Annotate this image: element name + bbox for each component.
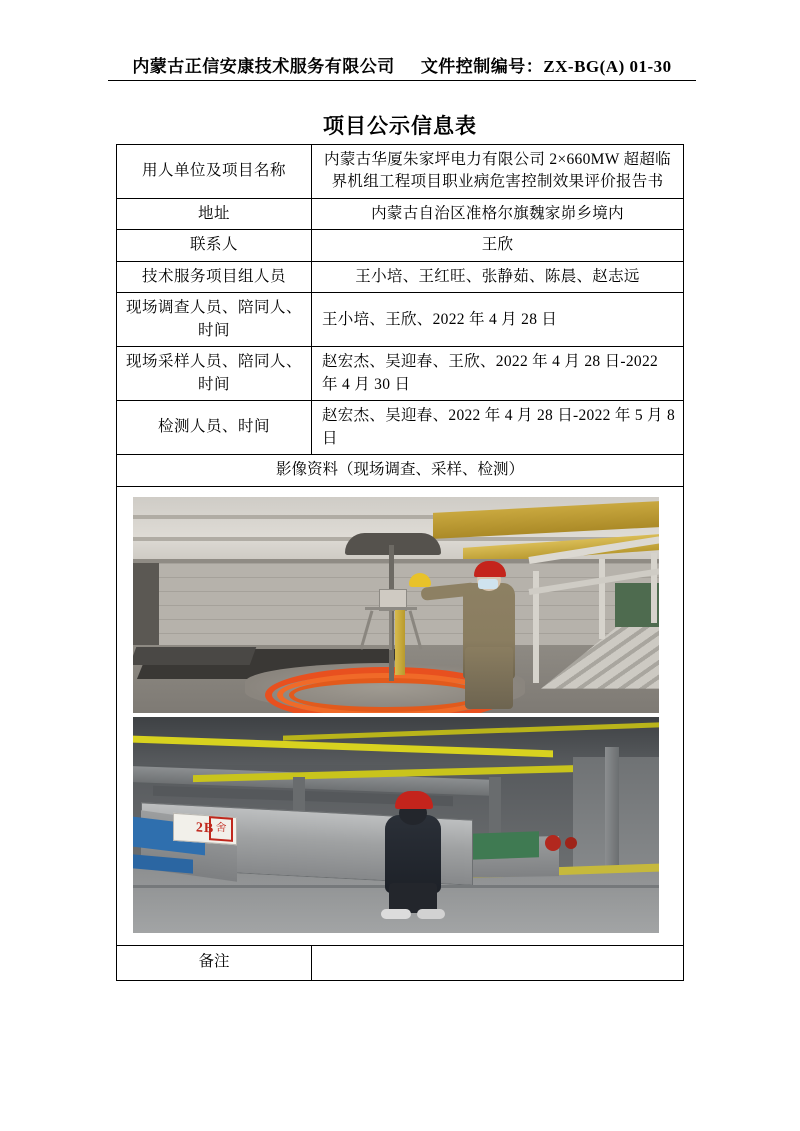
table-row bbox=[117, 145, 684, 199]
row-label-unit-project: 用人单位及项目名称 bbox=[117, 145, 312, 199]
photo2-worker-shoe bbox=[417, 909, 445, 919]
photo2-worker-body bbox=[385, 815, 441, 893]
photo1-floor-pit bbox=[133, 647, 256, 665]
row-label-contact: 联系人 bbox=[117, 230, 312, 261]
table-row bbox=[117, 347, 684, 401]
photo2-equipment-sign: 2B bbox=[173, 812, 237, 844]
table-row bbox=[117, 293, 684, 347]
photo1-worker-mask bbox=[478, 579, 498, 589]
photo1-rail-post bbox=[651, 553, 657, 623]
photo-site-survey bbox=[133, 717, 659, 933]
row-label-survey: 现场调查人员、陪同人、时间 bbox=[117, 293, 312, 347]
media-photos bbox=[123, 491, 677, 941]
header-divider bbox=[108, 80, 696, 81]
row-value-unit-project: 内蒙古华厦朱家坪电力有限公司 2×660MW 超超临界机组工程项目职业病危害控制效果评价报告书 bbox=[312, 145, 684, 199]
table-row bbox=[117, 230, 684, 261]
photo1-worker-legs bbox=[465, 647, 513, 709]
row-label-team: 技术服务项目组人员 bbox=[117, 261, 312, 292]
photo1-rail-post bbox=[599, 559, 605, 639]
table-row-media-header bbox=[117, 455, 684, 486]
photo-site-sampling bbox=[133, 497, 659, 713]
photo1-dark-corner bbox=[133, 563, 159, 647]
table-row bbox=[117, 401, 684, 455]
photo2-worker-shoe bbox=[381, 909, 411, 919]
table-row bbox=[117, 198, 684, 229]
row-value-contact: 王欣 bbox=[312, 230, 684, 261]
row-value-team: 王小培、王红旺、张静茹、陈晨、赵志远 bbox=[312, 261, 684, 292]
row-value-address: 内蒙古自治区准格尔旗魏家峁乡境内 bbox=[312, 198, 684, 229]
remark-value bbox=[312, 945, 684, 980]
row-value-testing: 赵宏杰、吴迎春、2022 年 4 月 28 日-2022 年 5 月 8 日 bbox=[312, 401, 684, 455]
header-doc-control: 文件控制编号：ZX-BG(A) 01-30 bbox=[420, 57, 672, 76]
remark-label: 备注 bbox=[117, 945, 312, 980]
table-row bbox=[117, 261, 684, 292]
row-label-testing: 检测人员、时间 bbox=[117, 401, 312, 455]
page-title: 项目公示信息表 bbox=[323, 114, 477, 138]
photo1-tripod bbox=[365, 607, 417, 644]
header-company: 内蒙古正信安康技术服务有限公司 bbox=[132, 57, 395, 76]
row-label-sampling: 现场采样人员、陪同人、时间 bbox=[117, 347, 312, 401]
photo1-orange-hose bbox=[289, 678, 483, 712]
table-row-media bbox=[117, 486, 684, 945]
row-value-survey: 王小培、王欣、2022 年 4 月 28 日 bbox=[312, 293, 684, 347]
media-section-header: 影像资料（现场调查、采样、检测） bbox=[117, 455, 684, 486]
photo2-red-valve bbox=[565, 837, 577, 849]
project-info-table bbox=[116, 144, 684, 981]
photo2-red-valve bbox=[545, 835, 561, 851]
table-row-remark bbox=[117, 945, 684, 980]
row-value-sampling: 赵宏杰、吴迎春、王欣、2022 年 4 月 28 日-2022 年 4 月 30 日 bbox=[312, 347, 684, 401]
page-header bbox=[108, 52, 696, 77]
row-label-address: 地址 bbox=[117, 198, 312, 229]
media-cell bbox=[117, 486, 684, 945]
photo2-sign-stamp: 舍 bbox=[209, 816, 233, 842]
